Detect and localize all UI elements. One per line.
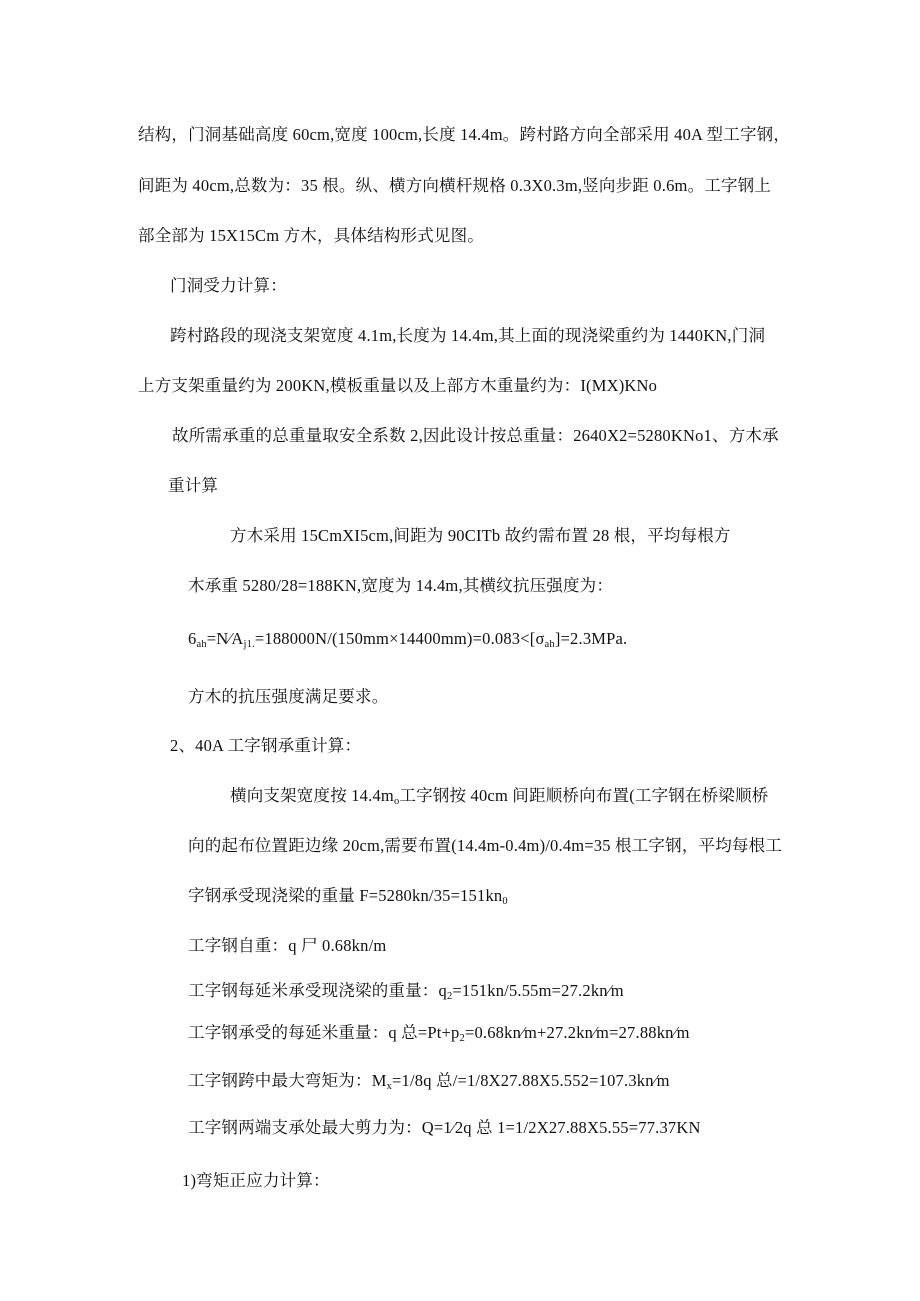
p5-line2: 木承重 5280/28=188KN,宽度为 14.4m,其横纹抗压强度为： <box>188 576 614 595</box>
p8-line3: 字钢承受现浇梁的重量 $F=5280kn/35=151kn_0$ <box>188 886 508 907</box>
calc-max-shear: 工字钢两端支承处最大剪力为：Q=1⁄2q 总 1=1/2X27.88X5.55=77.37KN <box>188 1118 701 1137</box>
p4-line2: 重计算 <box>168 476 219 495</box>
formula-compressive-stress: $6_{ah}=N⁄A_{j1.}=188000N/(150mm\times 14400mm)=0.083<[\sigma_{ah}]=2.3MPa$. <box>188 629 628 650</box>
p5-line1: 方木采用 15CmXI5cm,间距为 90CITb 故约需布置 28 根，平均每根方 <box>230 526 731 545</box>
p3-line1: 跨村路段的现浇支架宽度 4.1m,长度为 14.4m,其上面的现浇梁重约为 1440KN,门洞 <box>170 326 766 345</box>
p1-line1: 结构，门洞基础高度 60cm,宽度 100cm,长度 14.4m。跨村路方向全部采用 40A 型工字钢， <box>138 125 791 144</box>
calc-max-moment: 工字钢跨中最大弯矩为：$M_x=1/8q$ 总/=1/8X27.88X5.552=107.3kn⁄m <box>188 1071 670 1092</box>
p3-line2: 上方支架重量约为 200KN,模板重量以及上部方木重量约为：I(MX)KNo <box>138 376 658 395</box>
p4-line1: 故所需承重的总重量取安全系数 2,因此设计按总重量：2640X2=5280KNo1、方木承 <box>172 426 779 445</box>
p9-subsection-heading: 1)弯矩正应力计算： <box>182 1171 330 1190</box>
calc-self-weight: 工字钢自重：q 尸 0.68kn/m <box>188 936 387 955</box>
p2-heading: 门洞受力计算： <box>170 276 287 295</box>
calc-beam-load: 工字钢每延米承受现浇梁的重量：$q_2=151kn/5.55m=27.2kn⁄m$ <box>188 981 624 1002</box>
p8-line2: 向的起布位置距边缘 20cm,需要布置(14.4m-0.4m)/0.4m=35 根工字钢，平均每根工 <box>188 836 783 855</box>
p1-line3: 部全部为 15X15Cm 方木，具体结构形式见图。 <box>138 226 485 245</box>
calc-total-load: 工字钢承受的每延米重量：q 总$=Pt+p_2=0.68kn⁄m+27.2kn⁄m=27.88kn⁄m$ <box>188 1023 690 1044</box>
p7-section-heading: 2、40A 工字钢承重计算： <box>170 736 362 755</box>
p1-line2: 间距为 40cm,总数为：35 根。纵、横方向横杆规格 0.3X0.3m,竖向步距 0.6m。工字钢上 <box>138 176 772 195</box>
p6-conclusion: 方木的抗压强度满足要求。 <box>188 687 389 706</box>
p8-line1: 横向支架宽度按 $14.4m_o$工字钢按 40cm 间距顺桥向布置(工字钢在桥梁顺桥 <box>230 786 769 807</box>
